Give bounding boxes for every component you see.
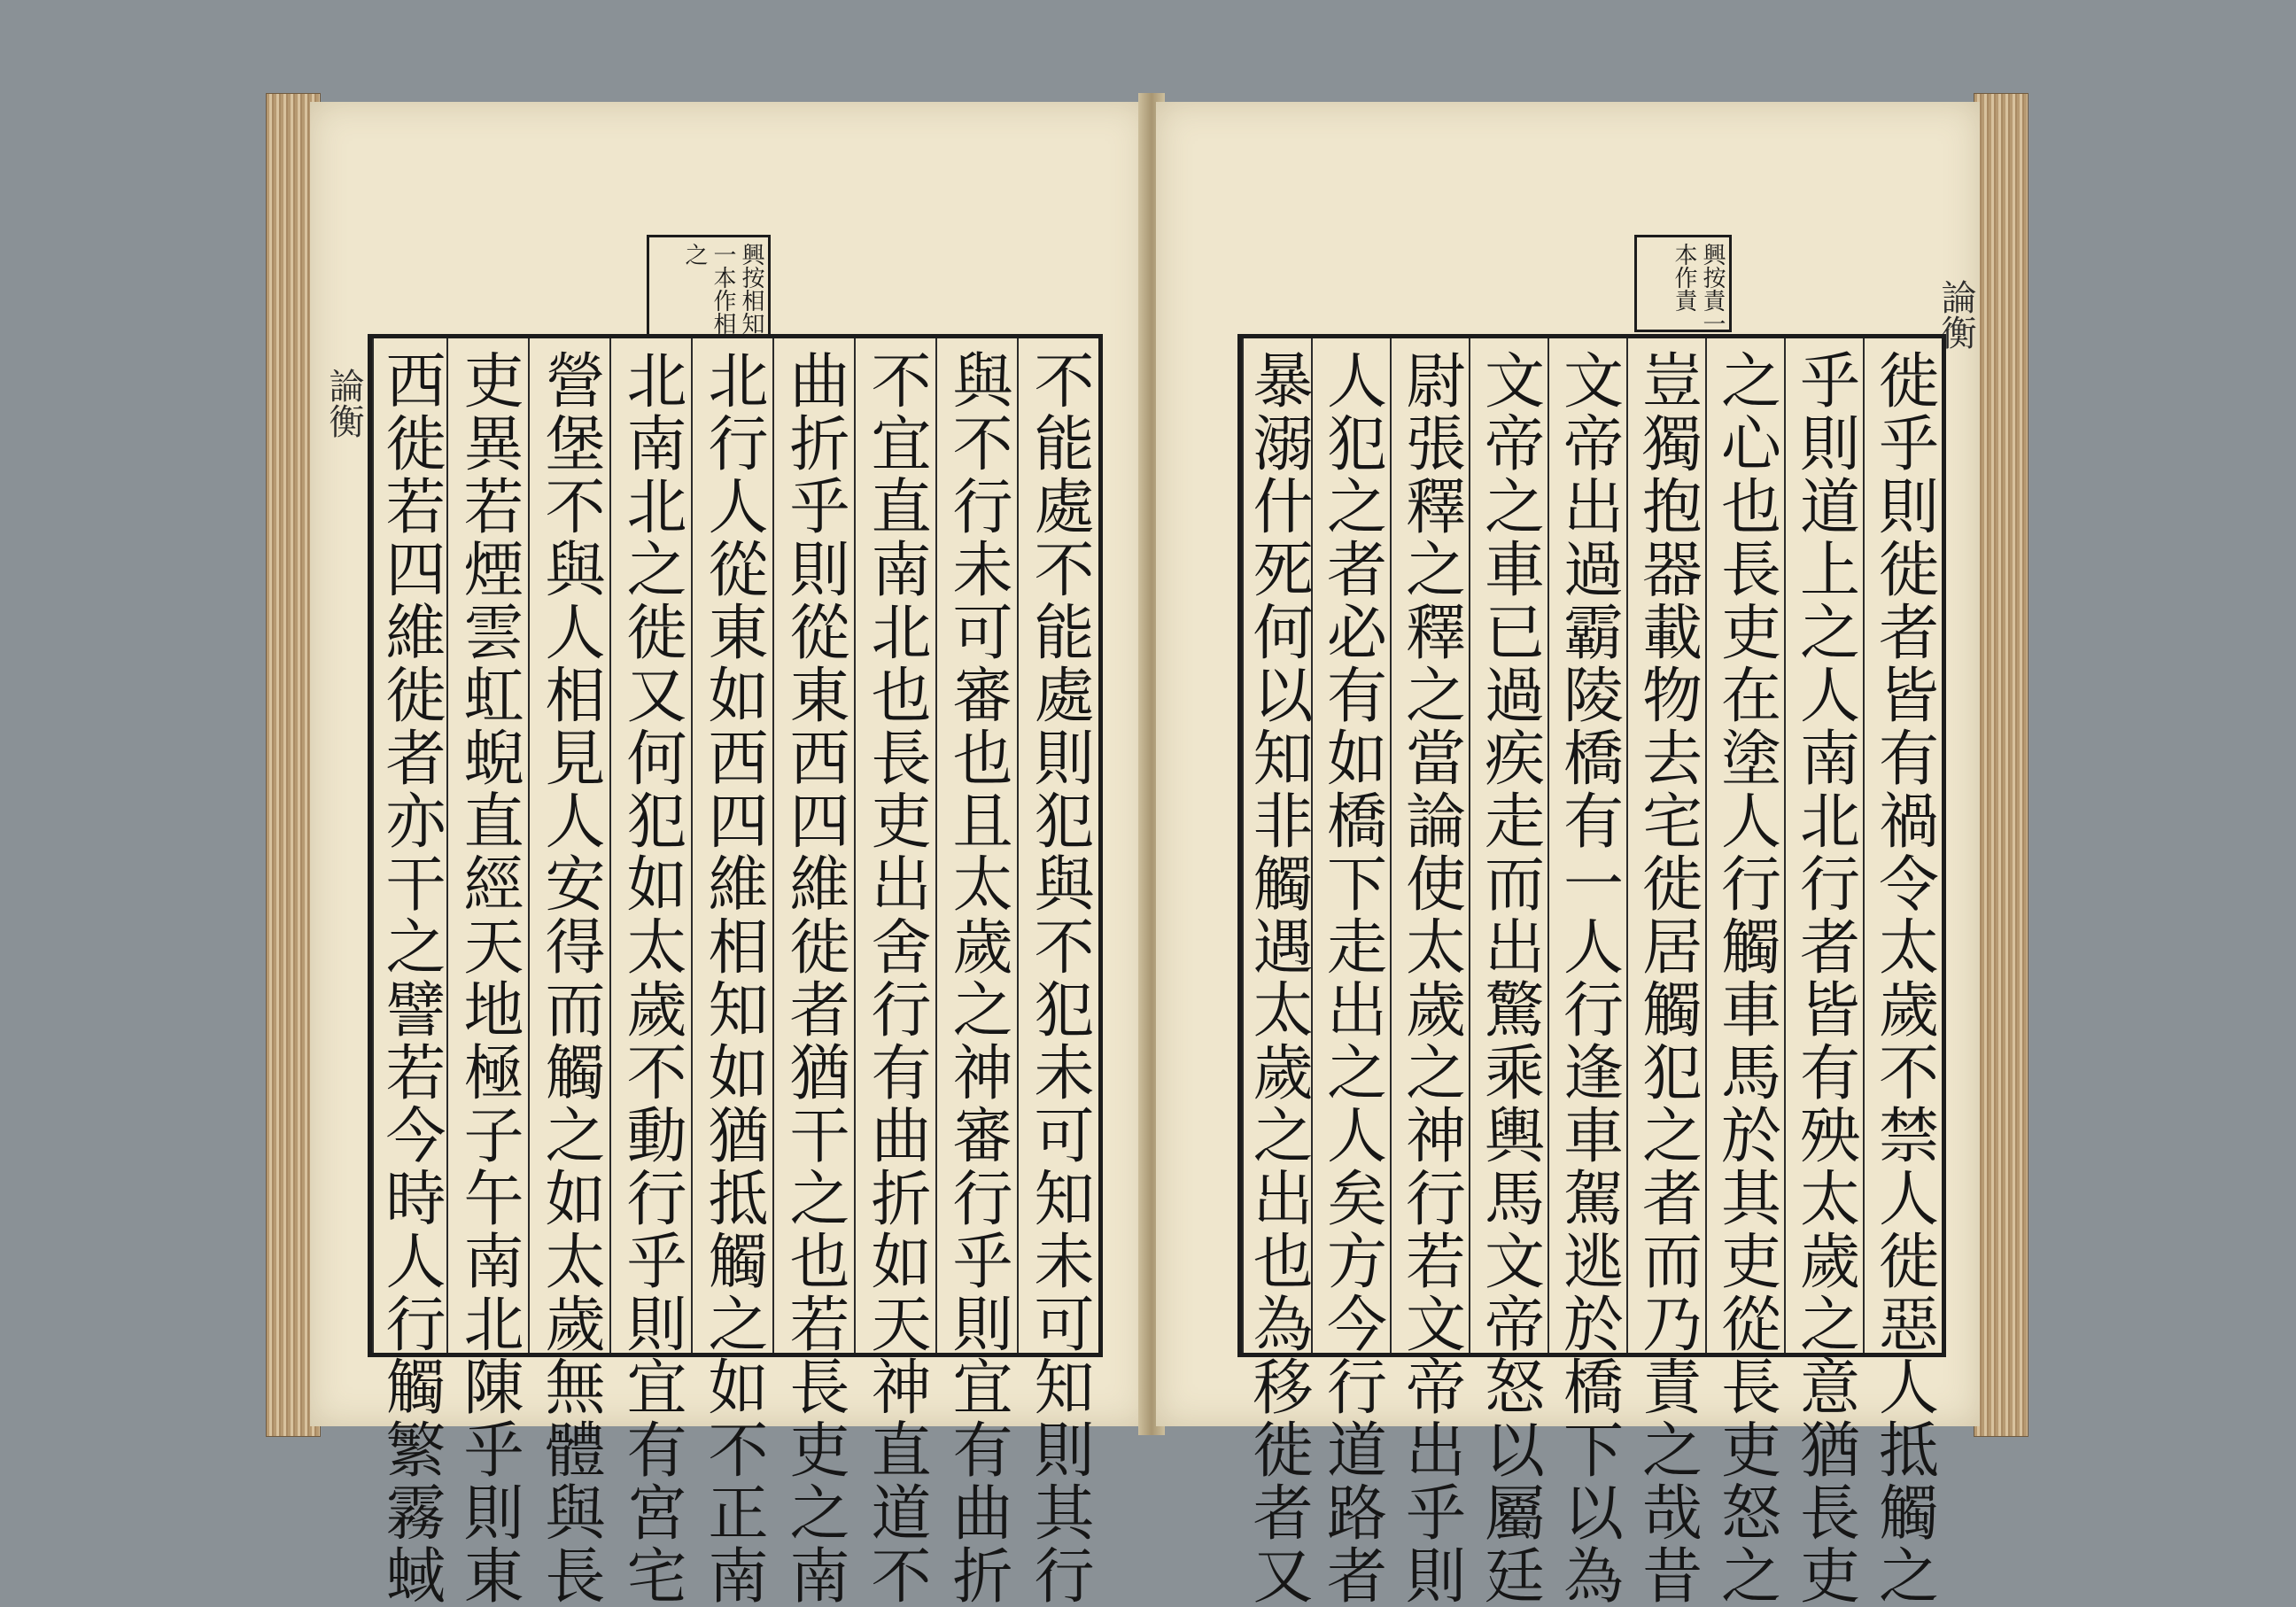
text-column — [935, 338, 1017, 1607]
note-line: 之 — [681, 243, 708, 266]
text-column — [446, 338, 528, 1607]
column-text: 人犯之者必有如橋下走出之人矣方今行道路者 — [1316, 349, 1387, 1607]
text-column — [609, 338, 691, 1607]
column-text: 尉張釋之釋之當論使太歲之神行若文帝出乎則 — [1395, 349, 1466, 1607]
column-text: 西徙若四維徙者亦干之譬若今時人行觸繁霧蜮 — [376, 349, 446, 1607]
column-text: 之心也長吏在塗人行觸車馬於其吏從長吏怒之 — [1710, 349, 1781, 1607]
text-column — [1311, 338, 1390, 1607]
left-text-frame — [368, 334, 1103, 1607]
column-text: 乎則道上之人南北行者皆有殃太歲之意猶長吏 — [1789, 349, 1860, 1607]
text-column — [1017, 338, 1098, 1607]
note-line: 一本作相 — [710, 243, 736, 335]
left-page — [310, 102, 1147, 1607]
text-column — [772, 338, 854, 1607]
text-column — [691, 338, 772, 1607]
text-column — [1863, 338, 1942, 1607]
column-text: 與不行未可審也且太歲之神審行乎則宜有曲折 — [942, 349, 1012, 1607]
column-text: 豈獨抱器載物去宅徙居觸犯之者而乃責之哉昔 — [1632, 349, 1703, 1607]
text-column — [1390, 338, 1469, 1607]
column-text: 文帝出過霸陵橋有一人行逢車駕逃於橋下以為 — [1553, 349, 1624, 1607]
column-text: 北行人從東如西四維相知如猶抵觸之如不正南 — [698, 349, 768, 1607]
column-text: 吏異若煙雲虹蜺直經天地極子午南北陳乎則東 — [454, 349, 524, 1607]
text-column — [1784, 338, 1863, 1607]
left-margin-title: 論衡 — [323, 368, 364, 439]
column-text: 北南北之徙又何犯如太歲不動行乎則宜有宮宅 — [617, 349, 686, 1607]
right-fore-edge — [1974, 93, 2028, 1437]
text-column — [1469, 338, 1547, 1607]
text-column — [854, 338, 935, 1607]
open-book — [266, 93, 2028, 1607]
text-column — [1547, 338, 1626, 1607]
text-column — [372, 338, 446, 1607]
column-text: 營堡不與人相見人安得而觸之如太歲無體與長 — [535, 349, 605, 1607]
note-line: 興按責一 — [1699, 243, 1726, 335]
text-column — [1242, 338, 1313, 1607]
column-text: 不能處不能處則犯與不犯未可知未可知則其行 — [1024, 349, 1094, 1607]
column-text: 文帝之車已過疾走而出驚乘輿馬文帝怒以屬廷 — [1474, 349, 1545, 1607]
text-column — [1626, 338, 1705, 1607]
text-column — [1705, 338, 1784, 1607]
right-margin-title: 論衡 — [1935, 279, 1976, 350]
note-line: 本作責 — [1671, 243, 1697, 312]
column-text: 徙乎則徙者皆有禍令太歲不禁人徙惡人抵觸之 — [1868, 349, 1939, 1607]
right-text-frame — [1237, 334, 1946, 1607]
right-annotation-box — [1634, 235, 1732, 335]
column-text: 不宜直南北也長吏出舍行有曲折如天神直道不 — [861, 349, 931, 1607]
column-text: 暴溺什死何以知非觸遇太歲之出也為移徙者又 — [1243, 349, 1313, 1607]
left-annotation-box — [647, 235, 771, 337]
column-text: 曲折乎則從東西四維徙者猶干之也若長吏之南 — [780, 349, 849, 1607]
text-column — [528, 338, 609, 1607]
note-line: 興按相知 — [738, 243, 764, 335]
right-page — [1156, 102, 1980, 1607]
